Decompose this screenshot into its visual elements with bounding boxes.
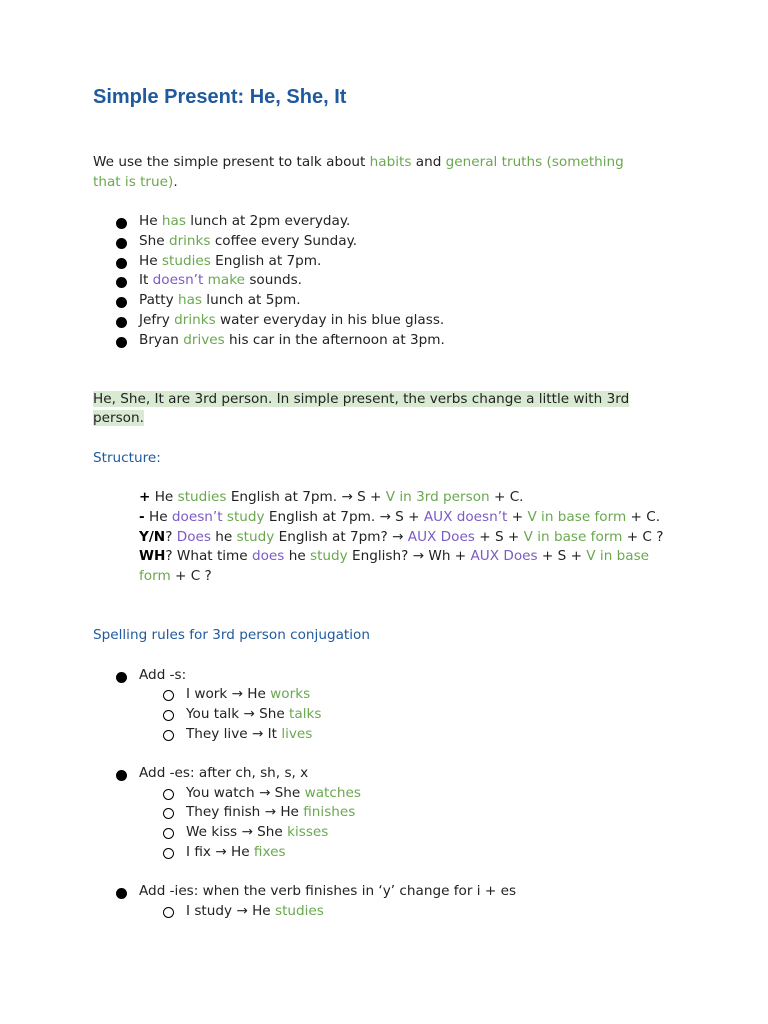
rule-label: Add -es: after ch, sh, s, x (139, 765, 309, 781)
bullet-icon (116, 770, 127, 781)
note-line-1: He, She, It are 3rd person. In simple present, the verbs change a little with 3rd (93, 391, 630, 407)
intro-text: We use the simple present to talk about (93, 154, 370, 170)
example-item: Patty has lunch at 5pm. (139, 292, 301, 308)
example-item: He has lunch at 2pm everyday. (139, 213, 351, 229)
page-title: Simple Present: He, She, It (93, 86, 347, 108)
rule-example: They live → It lives (186, 726, 313, 742)
circle-bullet-icon (163, 789, 174, 800)
rule-example: I work → He works (186, 686, 311, 702)
structure-wh-cont: form + C ? (139, 568, 212, 584)
intro-period: . (173, 174, 178, 190)
rule-label: Add -ies: when the verb finishes in ‘y’ change for i + es (139, 883, 517, 899)
example-item: He studies English at 7pm. (139, 253, 322, 269)
spelling-heading: Spelling rules for 3rd person conjugation (93, 627, 370, 643)
intro-line-1 (93, 153, 624, 173)
rule-example: I study → He studies (186, 903, 324, 919)
intro-and: and (411, 154, 446, 170)
rule-example: You watch → She watches (186, 785, 361, 801)
bullet-icon (116, 672, 127, 683)
example-item: She drinks coffee every Sunday. (139, 233, 358, 249)
intro-truths: general truths (something (445, 154, 624, 170)
circle-bullet-icon (163, 848, 174, 859)
intro-truths-cont: that is true) (93, 174, 174, 190)
structure-yes-no: Y/N? Does he study English at 7pm? → AUX Does + S + V in base form + C ? (139, 529, 664, 545)
bullet-icon (116, 317, 127, 328)
structure-affirmative: + He studies English at 7pm. → S + V in 3rd person + C. (139, 489, 524, 505)
example-item: Bryan drives his car in the afternoon at 3pm. (139, 332, 445, 348)
circle-bullet-icon (163, 907, 174, 918)
example-item: Jefry drinks water everyday in his blue glass. (139, 312, 445, 328)
bullet-icon (116, 277, 127, 288)
rule-label: Add -s: (139, 667, 187, 683)
circle-bullet-icon (163, 730, 174, 741)
example-item: It doesn’t make sounds. (139, 272, 302, 288)
circle-bullet-icon (163, 710, 174, 721)
circle-bullet-icon (163, 808, 174, 819)
bullet-icon (116, 337, 127, 348)
structure-wh: WH? What time does he study English? → Wh + AUX Does + S + V in base (139, 548, 650, 564)
intro-habits: habits (369, 154, 412, 170)
rule-example: I fix → He fixes (186, 844, 286, 860)
note-line-2: person. (93, 410, 144, 426)
structure-negative: - He doesn’t study English at 7pm. → S + AUX doesn’t + V in base form + C. (139, 509, 661, 525)
bullet-icon (116, 238, 127, 249)
circle-bullet-icon (163, 690, 174, 701)
bullet-icon (116, 218, 127, 229)
intro-line-2 (93, 173, 178, 193)
rule-example: They finish → He finishes (186, 804, 356, 820)
bullet-icon (116, 888, 127, 899)
circle-bullet-icon (163, 828, 174, 839)
bullet-icon (116, 258, 127, 269)
rule-example: You talk → She talks (186, 706, 322, 722)
bullet-icon (116, 297, 127, 308)
structure-heading: Structure: (93, 450, 161, 466)
rule-example: We kiss → She kisses (186, 824, 329, 840)
